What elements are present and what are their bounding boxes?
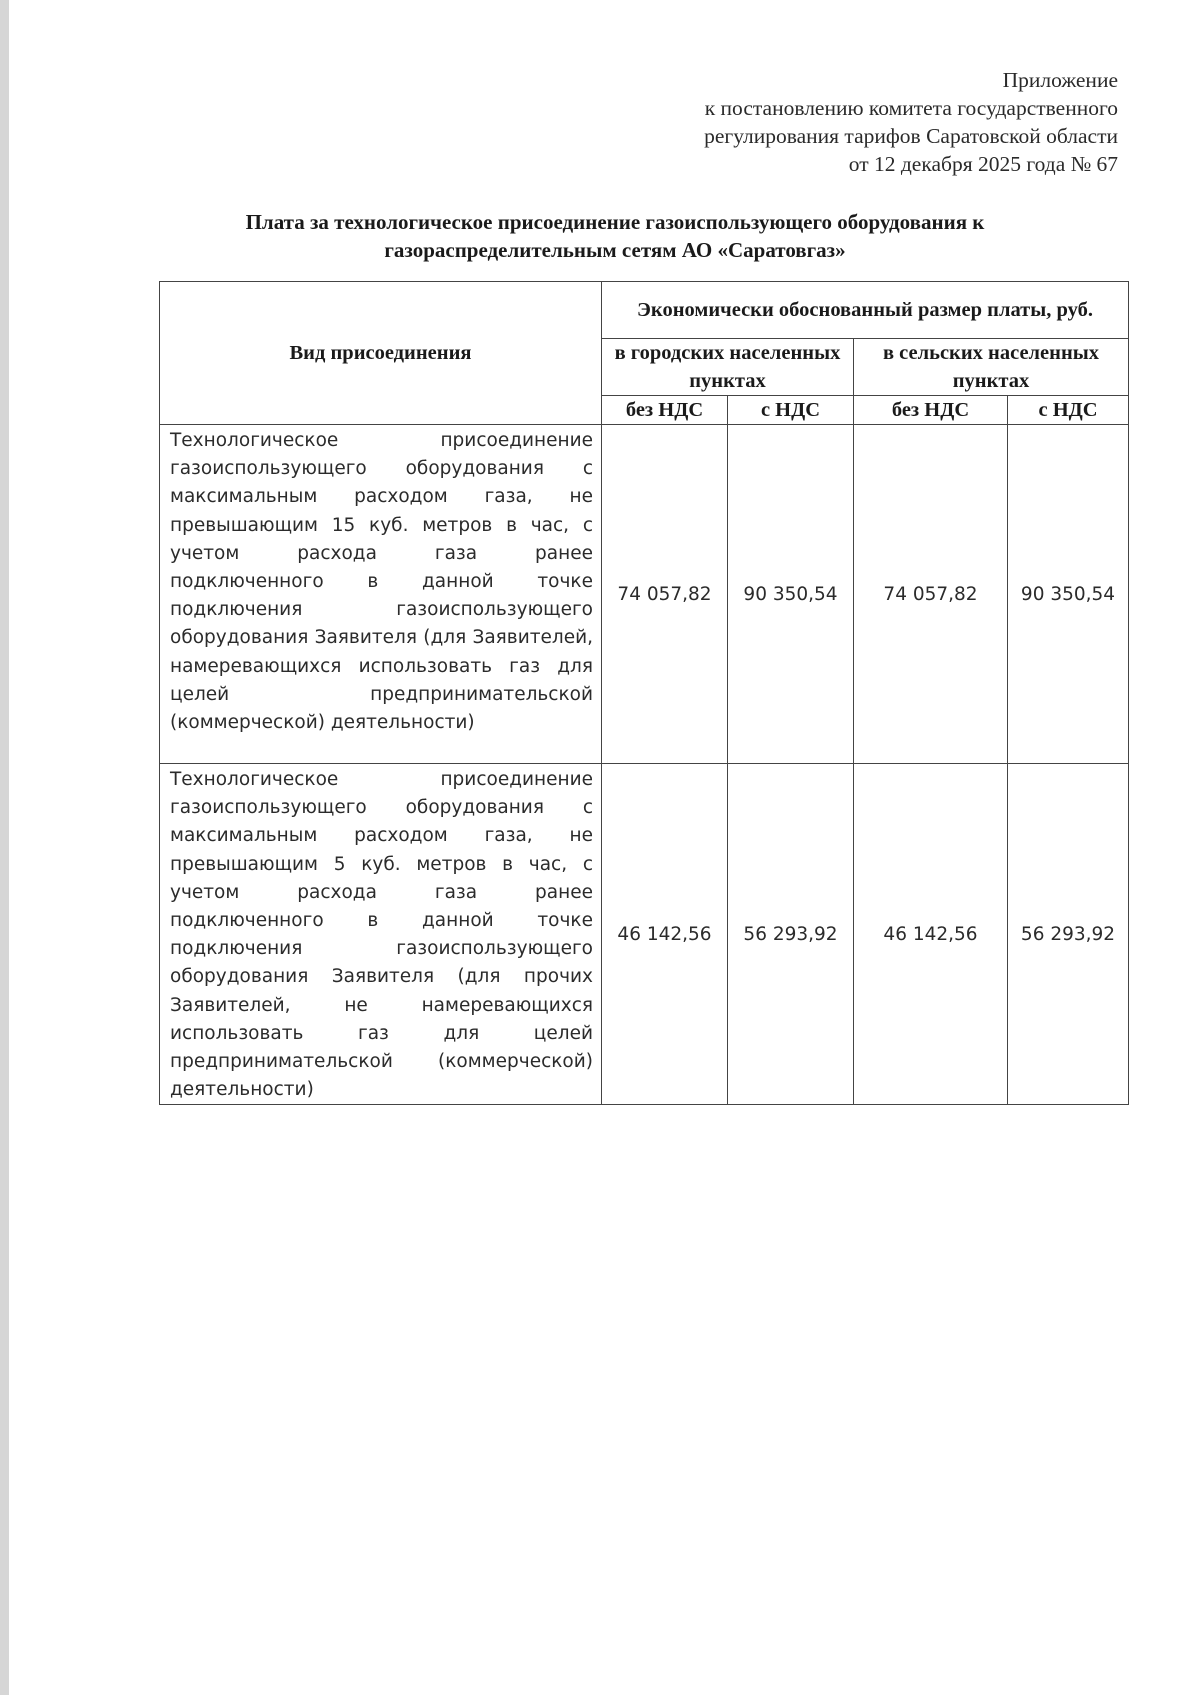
table-row [160,425,1129,764]
urban-with-vat-value: 56 293,92 [728,764,854,1105]
document-title [150,208,1080,264]
urban-with-vat-header: с НДС [728,396,854,425]
connection-description: Технологическое присоединение газоиспользующего оборудования с максимальным расходом газа, не превышающим 5 куб. метров в час, с учетом расхода газа ранее подключенного в данной точке подключения газоиспользующего оборудования Заявителя (для прочих Заявителей, не намеревающихся использовать газ для целей предпринимательской (коммерческой) деятельности) [160,764,602,1105]
urban-no-vat-header: без НДС [602,396,728,425]
document-title-line: газораспределительным сетям АО «Саратовгаз» [384,238,846,262]
rural-with-vat-header: с НДС [1008,396,1129,425]
connection-description: Технологическое присоединение газоиспользующего оборудования с максимальным расходом газа, не превышающим 15 куб. метров в час, с учетом расхода газа ранее подключенного в данной точке подключения газоиспользующего оборудования Заявителя (для Заявителей, намеревающихся использовать газ для целей предпринимательской (коммерческой) деятельности) [160,425,602,764]
urban-no-vat-value: 74 057,82 [602,425,728,764]
appendix-reference-line: регулирования тарифов Саратовской области [704,124,1118,148]
appendix-reference-line: к постановлению комитета государственного [704,96,1118,120]
connection-type-header: Вид присоединения [160,282,602,425]
appendix-label: Приложение [1002,68,1118,92]
urban-with-vat-value: 90 350,54 [728,425,854,764]
urban-settlements-header: в городских населенных пунктах [602,339,854,396]
rural-with-vat-value: 90 350,54 [1008,425,1129,764]
rural-no-vat-value: 46 142,56 [854,764,1008,1105]
table-row [160,764,1129,1105]
urban-no-vat-value: 46 142,56 [602,764,728,1105]
appendix-header [704,66,1118,178]
rural-no-vat-value: 74 057,82 [854,425,1008,764]
payment-amount-header: Экономически обоснованный размер платы, руб. [602,282,1129,339]
rural-with-vat-value: 56 293,92 [1008,764,1129,1105]
document-title-line: Плата за технологическое присоединение газоиспользующего оборудования к [245,210,985,234]
rural-no-vat-header: без НДС [854,396,1008,425]
table-header-row [160,282,1129,339]
tariff-table [159,281,1129,1105]
scan-left-edge [0,0,9,1695]
rural-settlements-header: в сельских населенных пунктах [854,339,1129,396]
appendix-date-number: от 12 декабря 2025 года № 67 [848,152,1118,176]
